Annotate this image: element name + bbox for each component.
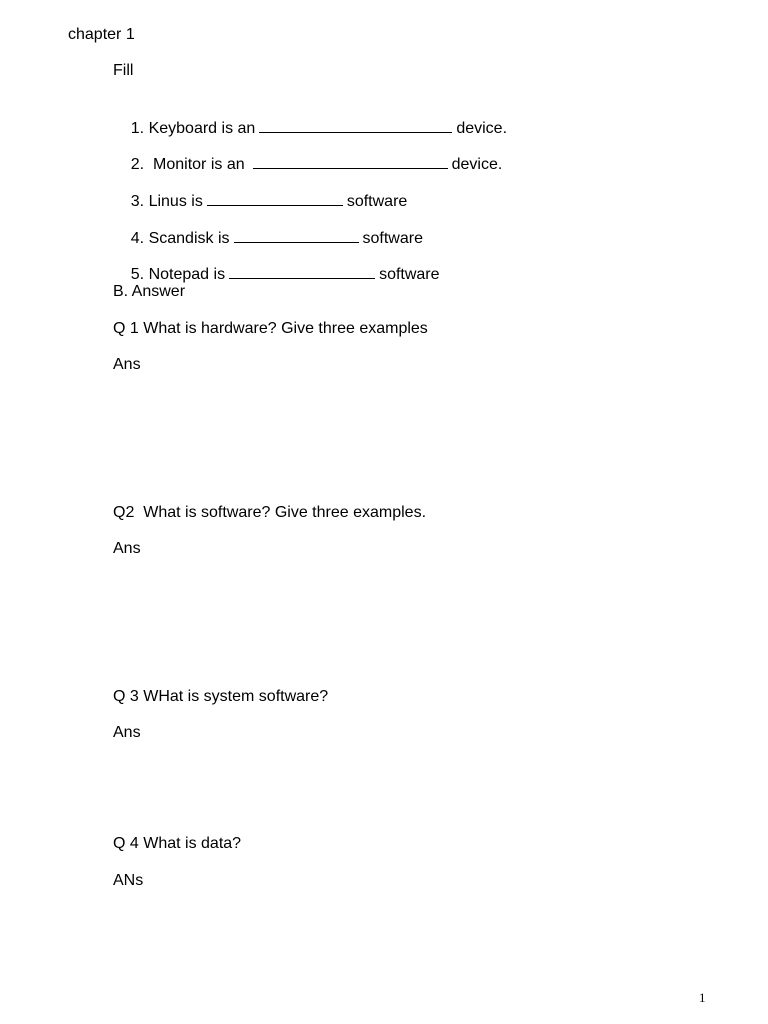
fill-item-2-blank <box>253 154 448 169</box>
fill-item-5-blank <box>229 264 375 279</box>
answer-label-2: Ans <box>113 540 141 557</box>
chapter-title: chapter 1 <box>68 26 135 43</box>
fill-item-4-suffix: software <box>362 230 423 247</box>
question-4: Q 4 What is data? <box>113 835 242 852</box>
fill-item-5-prefix: 5. Notepad is <box>130 266 226 283</box>
fill-item-1-blank <box>259 118 452 133</box>
question-2: Q2 What is software? Give three examples. <box>113 504 427 521</box>
fill-item-2-prefix: 2. Monitor is an <box>130 156 245 173</box>
fill-item-4-prefix: 4. Scandisk is <box>130 230 230 247</box>
fill-item-5-suffix: software <box>379 266 440 283</box>
answer-label-1: Ans <box>113 356 141 373</box>
page-number: 1 <box>699 990 706 1005</box>
question-3: Q 3 WHat is system software? <box>113 688 329 705</box>
answer-label-4: ANs <box>113 872 144 889</box>
fill-item-2-suffix: device. <box>451 156 503 173</box>
answer-heading: B. Answer <box>113 283 186 300</box>
question-1: Q 1 What is hardware? Give three examples <box>113 320 428 337</box>
fill-item-4-blank <box>234 228 359 243</box>
fill-item-3-suffix: software <box>346 193 408 210</box>
fill-item-3-blank <box>207 191 343 206</box>
fill-heading: Fill <box>113 62 134 79</box>
answer-label-3: Ans <box>113 724 141 741</box>
fill-item-1-prefix: 1. Keyboard is an <box>130 120 256 137</box>
fill-item-1-suffix: device. <box>456 120 508 137</box>
fill-item-3-prefix: 3. Linus is <box>130 193 203 210</box>
